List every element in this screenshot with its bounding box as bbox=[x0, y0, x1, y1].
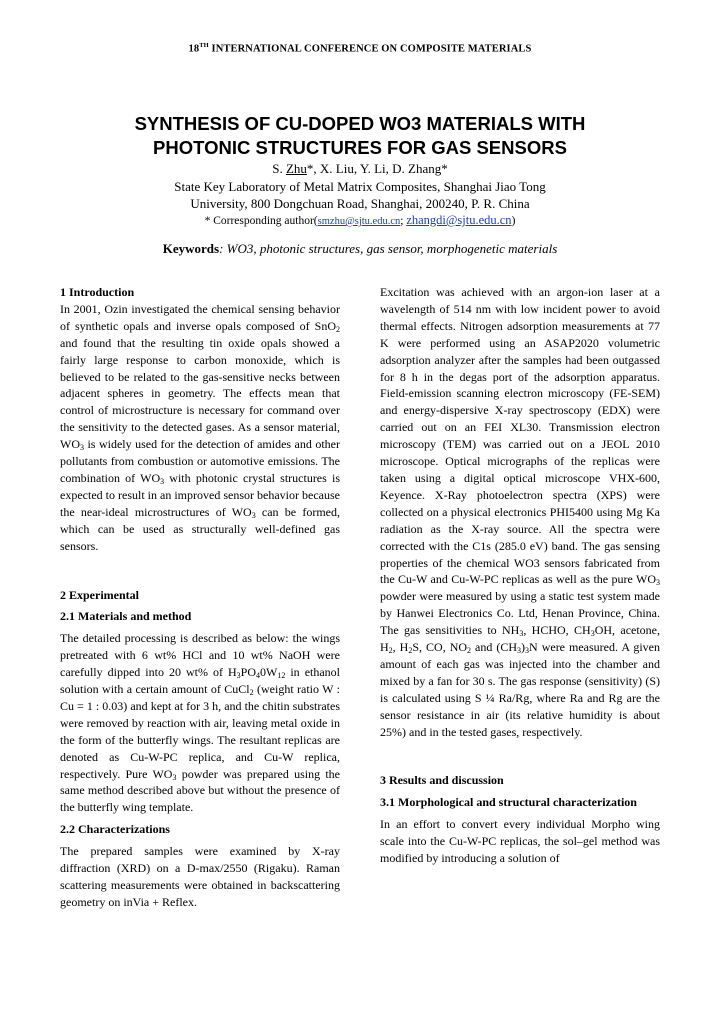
running-header: 18TH INTERNATIONAL CONFERENCE ON COMPOSITE MATERIALS bbox=[188, 42, 532, 55]
characterizations-heading: 2.2 Characterizations bbox=[60, 822, 170, 837]
email-link-zhu[interactable]: smzhu@sjtu.edu.cn bbox=[317, 216, 401, 227]
introduction-paragraph: In 2001, Ozin investigated the chemical sensing behavior of synthetic opals and inverse opals composed of SnO$_2$ and found that the resulting tin oxide opals showed a fairly large response to carbon monoxide, which is believed to be related to the gas-sensitive necks between adjacent spheres in geometry. The effects mean that control of microstructure is necessary for command over the sensitivity to the detected gases. As a sensor material, $WO_3$ is widely used for the detection of amides and other pollutants from combustion or automotive emissions. The combination of $WO_3$ with photonic crystal structures is expected to result in an improved sensor behavior because the near-ideal microstructures of $WO_3$ can be formed, which can be used as structurally well-defined gas sensors. bbox=[60, 301, 340, 553]
corresponding-author-note: * Corresponding author(smzhu@sjtu.edu.cn; zhangdi@sjtu.edu.cn) bbox=[204, 213, 516, 227]
right-column bbox=[380, 284, 660, 867]
left-column bbox=[60, 284, 340, 911]
author-list: S. Zhu*, X. Liu, Y. Li, D. Zhang* bbox=[272, 161, 448, 176]
corresponding-author-name: Zhu bbox=[285, 161, 307, 176]
introduction-heading: 1 Introduction bbox=[60, 285, 135, 299]
morphology-paragraph: In an effort to convert every individual Morpho wing scale into the Cu-W-PC replicas, the sol–gel method was modified by introducing a solution of bbox=[380, 817, 660, 866]
keywords-label: Keywords bbox=[162, 241, 220, 256]
keywords-text: : WO3, photonic structures, gas sensor, morphogenetic materials bbox=[219, 241, 558, 256]
materials-paragraph: The detailed processing is described as below: the wings pretreated with 6 wt% HCl and 10 wt% NaOH were carefully dipped into 20 wt% of $H_3PO_40W_{12}$ in ethanol solution with a certain amount of CuCl$_2$ (weight ratio W : Cu = 1 : 0.03) and kept at for 3 h, and the chitin substrates were removed by reaction with air, leaving metal oxide in the form of the butterfly wings. The resultant replicas are denoted as Cu-W-PC replica, and Cu-W replica, respectively. Pure $WO_3$ powder was prepared using the same method described above but without the presence of the butterfly wing template. bbox=[60, 631, 341, 815]
methods-continued-paragraph: Excitation was achieved with an argon-ion laser at a wavelength of 514 nm with low incident power to avoid thermal effects. Nitrogen adsorption measurements at 77 K were performed using an ASAP2020 volumetric adsorption analyzer after the samples had been outgassed for 8 h in the degas port of the adsorption apparatus. Field-emission scanning electron microscopy (FE-SEM) and energy-dispersive X-ray spectroscopy (EDX) were carried out on an FEI XL30. Transmission electron microscopy (TEM) was carried out on a JEOL 2010 microscope. Optical micrographs of the replicas were taken using a digital optical microscope VHX-600, Keyence. X-Ray photoelectron spectra (XPS) were collected on a physical electronics PHI5400 using Mg Ka radiation as the X-ray source. All the spectra were corrected with the C1s (285.0 eV) band. The gas sensing properties of the chemical WO3 sensors fabricated from the Cu-W and Cu-W-PC replicas as well as the pure $WO_3$ powder were measured by using a static test system made by Hanwei Electronics Co. Ltd, Henan Province, China. The gas sensitivities to $NH_3$, HCHO, $CH_3OH$, acetone, $H_2$, $H_2S$, CO, $NO_2$ and $(CH_3)_3N$ were measured. A given amount of each gas was injected into the chamber and mixed by a fan for 30 s. The gas response (sensitivity) (S) is calculated using S ¼ Ra/Rg, where Ra and Rg are the sensor resistance in air (its relative humidity is about 25%) and in the tested gases, respectively. bbox=[380, 285, 661, 739]
email-link-zhang[interactable]: zhangdi@sjtu.edu.cn bbox=[406, 213, 512, 227]
materials-heading: 2.1 Materials and method bbox=[60, 609, 192, 624]
title-line-1: SYNTHESIS OF CU-DOPED WO3 MATERIALS WITH bbox=[134, 113, 586, 134]
affiliation-line-2: University, 800 Dongchuan Road, Shanghai, 200240, P. R. China bbox=[190, 196, 530, 211]
affiliation bbox=[0, 178, 720, 230]
morphology-heading: 3.1 Morphological and structural characterization bbox=[380, 795, 637, 810]
title-line-2: PHOTONIC STRUCTURES FOR GAS SENSORS bbox=[153, 137, 567, 158]
characterizations-paragraph: The prepared samples were examined by X-ray diffraction (XRD) on a D-max/2550 (Rigaku). Raman scattering measurements were obtained in backscattering geometry on inVia + Reflex. bbox=[60, 844, 340, 909]
results-heading: 3 Results and discussion bbox=[380, 773, 504, 788]
affiliation-line-1: State Key Laboratory of Metal Matrix Composites, Shanghai Jiao Tong bbox=[174, 179, 546, 194]
keywords bbox=[0, 241, 720, 257]
paper-title bbox=[60, 112, 660, 160]
experimental-heading: 2 Experimental bbox=[60, 587, 139, 602]
